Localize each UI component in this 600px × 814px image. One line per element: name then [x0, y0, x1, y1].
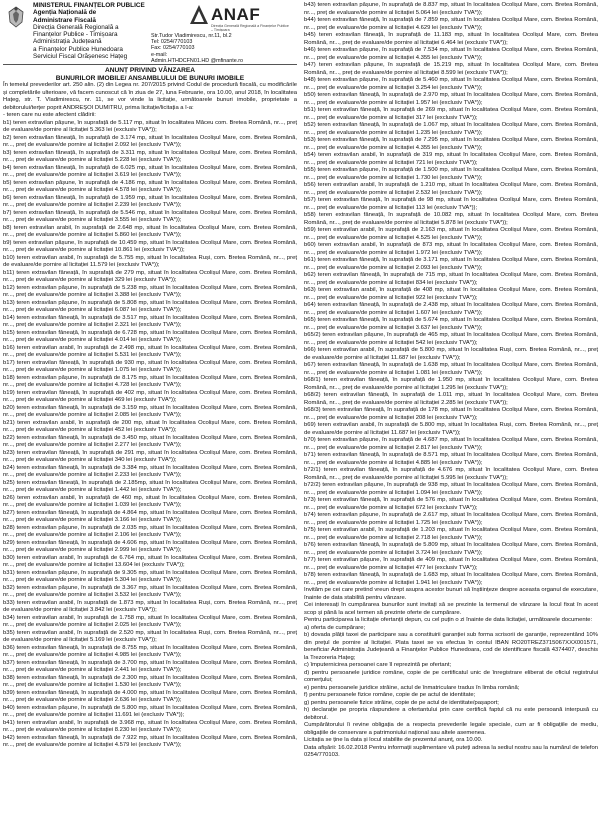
lot-item: b9) teren extravilan pășune, în suprafață de 10.459 mp, situat în localitatea Ocolișul Mare, com. Bretea Română, nr..., preț de evaluare/de pornire al licitației 10.861 lei (exclusiv TVA*)); [3, 239, 297, 254]
lot-item: b30) teren extravilan arabil, în suprafață de 6.764 mp, situat în localitatea Ocolișul Mare, com. Bretea Română, nr..., preț de evaluare/de pornire al licitației 13.604 lei (exclusiv TVA*)); [3, 554, 297, 569]
ministry-line: Finanțelor Publice - Timișoara [33, 31, 118, 39]
lot-item: b10) teren extravilan arabil, în suprafață de 5.755 mp, situat în localitatea Ruși, com. Bretea Română, nr..., preț de evaluare/de pornire al licitației 11.579 lei (exclusiv TVA*)); [3, 254, 297, 269]
lot-item: b4) teren extravilan fâneață, în suprafață de 6.025 mp, situat în localitatea Ocolișul Mare, com. Bretea Română, nr..., preț de evaluare/de pornire al licitației 3.619 lei (exclusiv TVA*)); [3, 164, 297, 179]
address-line: Tel: 0254/770103 [151, 39, 193, 46]
address-line: Str.Tudor Vladimirescu, nr.11, bl.2 [151, 33, 232, 39]
lot-item: b39) teren extravilan fâneață, în suprafață de 4.000 mp, situat în localitatea Ocolișul Mare, com. Bretea Română, nr..., preț de evaluare/de pornire al licitației 2.636 lei (exclusiv TVA*)); [3, 689, 297, 704]
ministry-line: a Finanțelor Publice Hunedoara [33, 45, 123, 53]
closing-paragraph: g) pentru persoanele fizice străine, copie de pe actul de identitate/pașaport; [304, 699, 499, 706]
lot-item: b67) teren extravilan fâneață, în suprafață de 1.638 mp, situat în localitatea Ocolișul Mare, com. Bretea Română, nr..., preț de evaluare/de pornire al licitației 1.081 lei (exclusiv TVA*)); [304, 362, 598, 376]
lot-item: b65/2) teren extravilan pășune, în suprafață de 465 mp, situat în localitatea Ocolișul Mare, com. Bretea Română, nr..., preț de evaluare/de pornire al licitației 542 lei (exclusiv TVA*)); [304, 332, 598, 346]
ministry-line: MINISTERUL FINANȚELOR PUBLICE [33, 2, 145, 9]
lot-item: b75) teren extravilan arabil, în suprafață de 1.203 mp, situat în localitatea Ocolișul Mare, com. Bretea Română, nr..., preț de evaluare/de pornire al licitației 2.718 lei (exclusiv TVA*)); [304, 527, 598, 541]
lot-item: b74) teren extravilan pășune, în suprafață de 2.617 mp, situat în localitatea Ocolișul Mare, com. Bretea Română, nr..., preț de evaluare/de pornire al licitației 1.725 lei (exclusiv TVA*)); [304, 512, 598, 526]
lot-item: b65) teren extravilan fâneață, în suprafață de 5.674 mp, situat în localitatea Ocolișul Mare, com. Bretea Română, nr..., preț de evaluare/de pornire al licitației 3.637 lei (exclusiv TVA*)); [304, 317, 598, 331]
closing-paragraph: h) declarație pe propria răspundere a ofertantului prin care certifică faptul că nu este persoană interpusă cu debitorul. [304, 707, 598, 721]
closing-section [304, 587, 598, 760]
closing-paragraph: Pentru participarea la licitație ofertanții depun, cu cel puțin o zi înainte de data licitației, următoarele documente: [304, 617, 593, 623]
lot-item: b20) teren extravilan fâneață, în suprafață de 3.159 mp, situat în localitatea Ocolișul Mare, com. Bretea Română, nr..., preț de evaluare/de pornire al licitației 2.085 lei (exclusiv TVA*)); [3, 404, 297, 419]
lot-item: b13) teren extravilan pășune, în suprafață de 5.808 mp, situat în localitatea Ocolișul Mare, com. Bretea Română, nr..., preț de evaluare/de pornire al licitației 6.087 lei (exclusiv TVA*)); [3, 299, 297, 314]
lot-item: b7) teren extravilan fâneață, în suprafață de 5.546 mp, situat în localitatea Ocolișul Mare, com. Bretea Română, nr..., preț de evaluare/de pornire al licitației 3.555 lei (exclusiv TVA*)); [3, 209, 297, 224]
lot-item: b28) teren extravilan pășune, în suprafață de 2.035 mp, situat în localitatea Ocolișul Mare, com. Bretea Română, nr..., preț de evaluare/de pornire al licitației 2.106 lei (exclusiv TVA*)); [3, 524, 297, 539]
lot-item: b25) teren extravilan fâneață, în suprafață de 2.185mp, situat în localitatea Ocolișul Mare, com. Bretea Română, nr..., preț de evaluare/de pornire al licitației 1.442 lei (exclusiv TVA*)); [3, 479, 297, 494]
lot-item: b59) teren extravilan arabil, în suprafață de 2.163 mp, situat în localitatea Ocolișul Mare, com. Bretea Română, nr..., preț de evaluare/de pornire al licitației 4.525 lei (exclusiv TVA*)); [304, 227, 598, 241]
lot-item: b32) teren extravilan pășune, în suprafață de 3.367 mp, situat în localitatea Ocolișul Mare, com. Bretea Română, nr..., preț de evaluare/de pornire al licitației 3.532 lei (exclusiv TVA*)); [3, 584, 297, 599]
lot-list-right [304, 2, 598, 587]
lot-item: b42) teren extravilan fâneață, în suprafață de 7.922 mp, situat în localitatea Ocolișul Mare, com. Bretea Română, nr..., preț de evaluare/de pornire al licitației 4.579 lei (exclusiv TVA*)); [3, 734, 297, 749]
lot-item: b72/1) teren extravilan fâneață, în suprafață de 4.676 mp, situat în localitatea Ocolișul Mare, com. Bretea Română, nr..., preț de evaluare/de pornire al licitației 5.995 lei (exclusiv TVA*)); [304, 467, 598, 481]
lot-item: b1) teren extravilan pășune, în suprafață de 5.117 mp, situat în localitatea Măceu com. Bretea Română, nr..., preț de evaluare/de pornire al licitației 5.363 lei (exclusiv TVA*)); [3, 119, 297, 134]
lot-item: b46) teren extravilan pășune, în suprafață de 7.534 mp, situat în localitatea Ocolișul Mare, com. Bretea Română, nr..., preț de evaluare/de pornire al licitației 4.355 lei (exclusiv TVA*)); [304, 47, 598, 61]
letterhead [3, 2, 297, 65]
closing-paragraph: c) împuternicirea persoanei care îl reprezintă pe ofertant; [304, 662, 452, 668]
lot-item: b6) teren extravilan fâneață, în suprafață de 1.959 mp, situat în localitatea Ocolișul Mare, com. Bretea Română, nr..., preț de evaluare/de pornire al licitației 2.239 lei (exclusiv TVA*)); [3, 194, 297, 209]
anaf-logo-text: ANAF [211, 5, 261, 24]
lot-item: b16) teren extravilan arabil, în suprafață de 2.498 mp, situat în localitatea Ocolișul Mare, com. Bretea Română, nr..., preț de evaluare/de pornire al licitației 5.531 lei (exclusiv TVA*)); [3, 344, 297, 359]
lot-item: b23) teren extravilan fâneață, în suprafață de 291 mp, situat în localitatea Ocolișul Mare, com. Bretea Română, nr..., preț de evaluare/de pornire al licitației 340 lei (exclusiv TVA*)); [3, 449, 297, 464]
closing-paragraph: a) oferta de cumpărare; [304, 624, 366, 631]
lot-item: b29) teren extravilan fâneață, în suprafață de 4.606 mp, situat în localitatea Ocolișul Mare, com. Bretea Română, nr..., preț de evaluare/de pornire al licitației 2.999 lei (exclusiv TVA*)); [3, 539, 297, 554]
lot-item: b14) teren extravilan fâneață, în suprafață de 3.517 mp, situat în localitatea Ocolișul Mare, com. Bretea Română, nr..., preț de evaluare/de pornire al licitației 2.321 lei (exclusiv TVA*)); [3, 314, 297, 329]
lot-item: b3) teren extravilan fâneață, în suprafață de 3.311 mp, situat în localitatea Ocolișul Mare, com. Bretea Română, nr..., preț de evaluare/de pornire al licitației 5.228 lei (exclusiv TVA*)); [3, 149, 297, 164]
intro-subheading: - teren care nu este afectent clădirii: [3, 112, 96, 119]
ministry-line: Administrația Județeană [33, 38, 102, 46]
lot-item: b58) teren extravilan fâneață, în suprafață de 10.082 mp, situat în localitatea Ocolișul Mare, com. Bretea Română, nr..., preț de evaluare/de pornire al licitației 5.878 lei (exclusiv TVA*)); [304, 212, 598, 226]
left-column [3, 2, 297, 812]
lot-item: b26) teren extravilan arabil, în suprafață de 460 mp, situat în localitatea Ocolișul Mare, com. Bretea Română, nr..., preț de evaluare/de pornire al licitației 1.039 lei (exclusiv TVA*)); [3, 494, 297, 509]
closing-paragraph: Data afișării: 16.02.2018 Pentru informații suplimentare vă puteți adresa la sediul nostru sau la numărul de telefon 0254/770103. [304, 744, 598, 758]
lot-item: b24) teren extravilan fâneață, în suprafață de 3.384 mp, situat în localitatea Ocolișul Mare, com. Bretea Română, nr..., preț de evaluare/de pornire al licitației 2.233 lei (exclusiv TVA*)); [3, 464, 297, 479]
lot-item: b61) teren extravilan fâneață, în suprafață de 3.171 mp, situat în localitatea Ocolișul Mare, com. Bretea Română, nr..., preț de evaluare/de pornire al licitației 2.093 lei (exclusiv TVA*)); [304, 257, 598, 271]
right-column [304, 2, 598, 812]
lot-item: b51) teren extravilan fâneață, în suprafață de 269 mp, situat în localitatea Ocolișul Mare, com. Bretea Română, nr..., preț de evaluare/de pornire al licitației 317 lei (exclusiv TVA*)); [304, 107, 598, 121]
lot-item: b54) teren extravilan arabil, în suprafață de 319 mp, situat în localitatea Ocolișul Mare, com. Bretea Română, nr..., preț de evaluare/de pornire al licitației 721 lei (exclusiv TVA*)); [304, 152, 598, 166]
lot-item: b70) teren extravilan pășune, în suprafață de 4.687 mp, situat în localitatea Ocolișul Mare, com. Bretea Română, nr..., preț de evaluare/de pornire al licitației 2.817 lei (exclusiv TVA*)); [304, 437, 598, 451]
notice-body-right [304, 2, 598, 760]
lot-item: b77) teren extravilan pășune, în suprafață de 409 mp, situat în localitatea Ocolișul Mare, com. Bretea Română, nr..., preț de evaluare/de pornire al licitației 477 lei (exclusiv TVA*)); [304, 557, 598, 571]
ministry-line: Administrare Fiscală [33, 16, 96, 24]
address-line: e-mail: [151, 51, 168, 58]
lot-item: b68/1) teren extravilan fâneață, în suprafață de 1.950 mp, situat în localitatea Ocolișul Mare, com. Bretea Română, nr..., preț de evaluare/de pornire al licitației 1.295 lei (exclusiv TVA*)); [304, 377, 598, 391]
lot-item: b40) teren extravilan pășune, în suprafață de 5.800 mp, situat în localitatea Ocolișul Mare, com. Bretea Română, nr..., preț de evaluare/de pornire al licitației 11.691 lei (exclusiv TVA*)); [3, 704, 297, 719]
closing-paragraph: Cei interesați în cumpărarea bunurilor sunt invitați să se prezinte la termenul de vânzare la locul fixat în acest scop și până la acel termen să prezinte oferte de cumpărare. [304, 602, 598, 616]
lot-item: b71) teren extravilan fâneață, în suprafață de 8.571 mp, situat în localitatea Ocolișul Mare, com. Bretea Română, nr..., preț de evaluare/de pornire al licitației 4.885 lei (exclusiv TVA*)); [304, 452, 598, 466]
address-line: Fax: 0254/770103 [151, 45, 195, 52]
anaf-subtitle: Direcția Generală Regională a Finanțelor Publice – Timișoara [211, 24, 289, 33]
lot-item: b73) teren extravilan fâneață, în suprafață de 576 mp, situat în localitatea Ocolișul Mare, com. Bretea Română, nr..., preț de evaluare/de pornire al licitației 672 lei (exclusiv TVA*)); [304, 497, 598, 511]
lot-item: b31) teren extravilan pășune, în suprafață de 9.305 mp, situat în localitatea Ocolișul Mare, com. Bretea Română, nr..., preț de evaluare/de pornire al licitației 5.304 lei (exclusiv TVA*)); [3, 569, 297, 584]
lot-item: b2) teren extravilan fâneață, în suprafață de 3.174 mp, situat în localitatea Ocolișul Mare, com. Bretea Română, nr..., preț de evaluare/de pornire al licitației 2.092 lei (exclusiv TVA*)); [3, 134, 297, 149]
lot-item: b33) teren extravilan arabil, în suprafață de 1.873 mp, situat în localitatea Ruși, com. Bretea Română, nr..., preț de evaluare/de pornire al licitației 3.842 lei (exclusiv TVA*)); [3, 599, 297, 614]
lot-item: b66) teren extravilan arabil, în suprafață de 5.800 mp, situat în localitatea Ruși, com. Bretea Română, nr..., preț de evaluare/de pornire al licitației 11.687 lei (exclusiv TVA*)); [304, 347, 598, 361]
lot-item: b38) teren extravilan fâneață, în suprafață de 2.300 mp, situat în localitatea Ocolișul Mare, com. Bretea Română, nr..., preț de evaluare/de pornire al licitației 1.530 lei (exclusiv TVA*)); [3, 674, 297, 689]
lot-item: b68/2) teren extravilan fâneață, în suprafață de 1.011 mp, situat în localitatea Ocolișul Mare, com. Bretea Română, nr..., preț de evaluare/de pornire al licitației 2.285 lei (exclusiv TVA*)); [304, 392, 598, 406]
address-line: Admin.HTHDCFN01.HD @mfinante.ro [151, 57, 244, 64]
lot-item: b53) teren extravilan fâneață, în suprafață de 7.295 mp, situat în localitatea Ocolișul Mare, com. Bretea Română, nr..., preț de evaluare/de pornire al licitației 4.355 lei (exclusiv TVA*)); [304, 137, 598, 151]
ministry-line: Agenția Națională de [33, 9, 97, 17]
ministry-line: Serviciul Fiscal Orășenesc Hațeg [33, 53, 128, 61]
lot-item: b48) teren extravilan pășune, în suprafață de 5.460 mp, situat în localitatea Ocolișul Mare, com. Bretea Română, nr..., preț de evaluare/de pornire al licitației 3.254 lei (exclusiv TVA*)); [304, 77, 598, 91]
title-line: ANUNȚ PRIVIND VÂNZAREA [104, 67, 196, 74]
lot-item: b8) teren extravilan arabil, în suprafață de 2.648 mp, situat în localitatea Ocolișul Mare, com. Bretea Română, nr..., preț de evaluare/de pornire al licitației 5.860 lei (exclusiv TVA*)); [3, 224, 297, 239]
closing-paragraph: Cumpărătorului îi revine obligația de a respecta prevederile legale speciale, cum ar fi obligațiile de mediu, obligațiile de conservare a patrimoniului național sau altele asemenea. [304, 722, 598, 736]
lot-item: b15) teren extravilan fâneață, în suprafață de 6.728 mp, situat în localitatea Ocolișul Mare, com. Bretea Română, nr..., preț de evaluare/de pornire al licitației 4.014 lei (exclusiv TVA*)); [3, 329, 297, 344]
closing-paragraph: Licitația se ține la data și locul stabilite de prezentul anunț, ora 10.00. [304, 737, 483, 743]
notice-body-left [3, 82, 297, 750]
lot-item: b55) teren extravilan pășune, în suprafață de 1.500 mp, situat în localitatea Ocolișul Mare, com. Bretea Română, nr..., preț de evaluare/de pornire al licitației 1.730 lei (exclusiv TVA*)); [304, 167, 598, 181]
lot-item: b17) teren extravilan fâneață, în suprafață de 930 mp, situat în localitatea Ocolișul Mare, com. Bretea Română, nr..., preț de evaluare/de pornire al licitației 1.075 lei (exclusiv TVA*)); [3, 359, 297, 374]
lot-item: b21) teren extravilan arabil, în suprafață de 200 mp, situat în localitatea Ocolișul Mare, com. Bretea Română, nr..., preț de evaluare/de pornire al licitației 452 lei (exclusiv TVA*)); [3, 419, 297, 434]
closing-paragraph: Invităm pe cei care pretind vreun drept asupra acestor bunuri să înștiințeze despre aceasta organul de executare, înainte de data stabilită pentru vânzare. [304, 587, 598, 601]
romania-crest-icon [3, 4, 29, 30]
address-block [151, 33, 297, 64]
lot-item: b56) teren extravilan arabil, în suprafață de 1.210 mp, situat în localitatea Ocolișul Mare, com. Bretea Română, nr..., preț de evaluare/de pornire al licitației 2.532 lei (exclusiv TVA*)); [304, 182, 598, 196]
lot-list-left [3, 120, 297, 750]
lot-item: b68/3) teren extravilan fâneață, în suprafață de 178 mp, situat în localitatea Ocolișul Mare, com. Bretea Română, nr..., preț de evaluare/de pornire al licitației 208 lei (exclusiv TVA*)); [304, 407, 598, 421]
closing-paragraph: b) dovada plății taxei de participare sau a constituirii garanției sub forma scrisorii de garanție, reprezentând 10% din prețul de pornire al licitației. Plata taxei se va efectua în contul IBAN RO20TREZ3715067XXX001571, beneficiar Administrația Județeană a Finanțelor Publice Hunedoara, cod de identificare fiscală 4374407, deschis la Trezoreria Hațeg; [304, 632, 598, 661]
anaf-logo-icon [189, 4, 209, 26]
lot-item: b36) teren extravilan fâneață, în suprafață de 8.755 mp, situat în localitatea Ocolișul Mare, com. Bretea Română, nr..., preț de evaluare/de pornire al licitației 4.985 lei (exclusiv TVA*)); [3, 644, 297, 659]
lot-item: b63) teren extravilan arabil, în suprafață de 408 mp, situat în localitatea Ocolișul Mare, com. Bretea Română, nr..., preț de evaluare/de pornire al licitației 922 lei (exclusiv TVA*)); [304, 287, 598, 301]
lot-item: b41) teren extravilan arabil, în suprafață de 3.968 mp, situat în localitatea Ocolișul Mare, com. Bretea Română, nr..., preț de evaluare/de pornire al licitației 8.230 lei (exclusiv TVA*)); [3, 719, 297, 734]
lot-item: b34) teren extravilan arabil, în suprafață de 1.758 mp, situat în localitatea Ocolișul Mare, com. Bretea Română, nr..., preț de evaluare/de pornire al licitației 2.025 lei (exclusiv TVA*)); [3, 614, 297, 629]
lot-item: b43) teren extravilan pășune, în suprafață de 8.837 mp, situat în localitatea Ocolișul Mare, com. Bretea Română, nr..., preț de evaluare/de pornire al licitației 5.064 lei (exclusiv TVA*)); [304, 2, 598, 16]
lot-item: b78) teren extravilan fâneață, în suprafață de 1.683 mp, situat în localitatea Ocolișul Mare, com. Bretea Română, nr..., preț de evaluare/de pornire al licitației 1.941 lei (exclusiv TVA*)); [304, 572, 598, 586]
title-line: BUNURILOR IMOBILE/ ANSAMBLULUI DE BUNURI IMOBILE [55, 74, 245, 82]
lot-item: b57) teren extravilan fâneață, în suprafață de 98 mp, situat în localitatea Ocolișul Mare, com. Bretea Română, nr..., preț de evaluare/de pornire al licitației 113 lei (exclusiv TVA*)); [304, 197, 598, 211]
lot-item: b18) teren extravilan pășune, în suprafață de 8.175 mp, situat în localitatea Ocolișul Mare, com. Bretea Română, nr..., preț de evaluare/de pornire al licitației 4.728 lei (exclusiv TVA*)); [3, 374, 297, 389]
closing-paragraph: d) pentru persoanele juridice române, copie de pe certificatul unic de înregistrare eliberat de oficiul registrului comerțului; [304, 669, 598, 683]
intro-paragraph: În temeiul prevederilor art. 250 alin. (2) din Legea nr. 207/2015 privind Codul de procedură fiscală, cu modificările și completările ulterioare, vă facem cunoscut că în ziua de 27, luna Februarie, ora 10.00, anul 2018, în localitatea Hațeg, str. T. Vladimirescu, nr. 11, se vor vinde la licitație, următoarele bunuri imobile, proprietate a debitorului/terțer poprit ANDREȘOI DUMITRU, prima licitație/licitația a I-a: [3, 82, 297, 111]
closing-paragraph: f) pentru persoanele fizice române, copie de pe actul de identitate; [304, 692, 476, 698]
lot-item: b76) teren extravilan fâneață, în suprafață de 5.809 mp, situat în localitatea Ocolișul Mare, com. Bretea Română, nr..., preț de evaluare/de pornire al licitației 3.724 lei (exclusiv TVA*)); [304, 542, 598, 556]
lot-item: b27) teren extravilan fâneață, în suprafață de 4.864 mp, situat în localitatea Ocolișul Mare, com. Bretea Română, nr..., preț de evaluare/de pornire al licitației 3.166 lei (exclusiv TVA*)); [3, 509, 297, 524]
lot-item: b22) teren extravilan fâneață, în suprafață de 3.450 mp, situat în localitatea Ocolișul Mare, com. Bretea Română, nr..., preț de evaluare/de pornire al licitației 2.277 lei (exclusiv TVA*)); [3, 434, 297, 449]
lot-item: b35) teren extravilan arabil, în suprafață de 2.520 mp, situat în localitatea Ruși, com. Bretea Română, nr..., preț de evaluare/de pornire al licitației 5.169 lei (exclusiv TVA*)); [3, 629, 297, 644]
lot-item: b60) teren extravilan arabil, în suprafață de 873 mp, situat în localitatea Ocolișul Mare, com. Bretea Română, nr..., preț de evaluare/de pornire al licitației 1.972 lei (exclusiv TVA*)); [304, 242, 598, 256]
lot-item: b5) teren extravilan pășune, în suprafață de 4.186 mp, situat în localitatea Ocolișul Mare, com. Bretea Română, nr..., preț de evaluare/de pornire al licitației 4.578 lei (exclusiv TVA*)); [3, 179, 297, 194]
lot-item: b64) teren extravilan fâneață, în suprafață de 2.438 mp, situat în localitatea Ocolișul Mare, com. Bretea Română, nr..., preț de evaluare/de pornire al licitației 1.607 lei (exclusiv TVA*)); [304, 302, 598, 316]
lot-item: b12) teren extravilan pășune, în suprafață de 5.238 mp, situat în localitatea Ocolișul Mare, com. Bretea Română, nr..., preț de evaluare/de pornire al licitației 3.388 lei (exclusiv TVA*)); [3, 284, 297, 299]
notice-title [3, 67, 297, 82]
lot-item: b37) teren extravilan fâneață, în suprafață de 3.700 mp, situat în localitatea Ocolișul Mare, com. Bretea Română, nr..., preț de evaluare/de pornire al licitației 2.441 lei (exclusiv TVA*)); [3, 659, 297, 674]
lot-item: b11) teren extravilan fâneață, în suprafață de 279 mp, situat în localitatea Ocolișul Mare, com. Bretea Română, nr..., preț de evaluare/de pornire al licitației 329 lei (exclusiv TVA*)); [3, 269, 297, 284]
lot-item: b69) teren extravilan arabil, în suprafață de 5.800 mp, situat în localitatea Ruși, com. Bretea Română, nr..., preț de evaluare/de pornire al licitației 11.687 lei (exclusiv TVA*)); [304, 422, 598, 436]
closing-paragraph: e) pentru persoanele juridice străine, actul de înmatriculare tradus în limba română; [304, 684, 520, 691]
ministry-line: Direcția Generală Regională a [33, 23, 119, 31]
lot-item: b50) teren extravilan fâneață, în suprafață de 2.970 mp, situat în localitatea Ocolișul Mare, com. Bretea Română, nr..., preț de evaluare/de pornire al licitației 1.957 lei (exclusiv TVA*)); [304, 92, 598, 106]
lot-item: b47) teren extravilan pășune, în suprafață de 15.219 mp, situat în localitatea Ocolișul Mare, com. Bretea Română, nr..., preț de evaluare/de pornire al licitației 8.599 lei (exclusiv TVA*)); [304, 62, 598, 76]
lot-item: b45) teren extravilan fâneață, în suprafață de 11.183 mp, situat în localitatea Ocolișul Mare, com. Bretea Română, nr..., preț de evaluare/de pornire al licitației 6.464 lei (exclusiv TVA*)); [304, 32, 598, 46]
lot-item: b72/2) teren extravilan pășune, în suprafață de 938 mp, situat în localitatea Ocolișul Mare, com. Bretea Română, nr..., preț de evaluare/de pornire al licitației 1.094 lei (exclusiv TVA*)); [304, 482, 598, 496]
lot-item: b19) teren extravilan fâneață, în suprafață de 402 mp, situat în localitatea Ocolișul Mare, com. Bretea Română, nr..., preț de evaluare/de pornire al licitației 469 lei (exclusiv TVA*)); [3, 389, 297, 404]
lot-item: b52) teren extravilan fâneață, în suprafață de 1.067 mp, situat în localitatea Ocolișul Mare, com. Bretea Română, nr..., preț de evaluare/de pornire al licitației 1.235 lei (exclusiv TVA*)); [304, 122, 598, 136]
lot-item: b44) teren extravilan fâneață, în suprafață de 7.859 mp, situat în localitatea Ocolișul Mare, com. Bretea Română, nr..., preț de evaluare/de pornire al licitației 4.629 lei (exclusiv TVA*)); [304, 17, 598, 31]
lot-item: b62) teren extravilan fâneață, în suprafață de 715 mp, situat în localitatea Ocolișul Mare, com. Bretea Română, nr..., preț de evaluare/de pornire al licitației 834 lei (exclusiv TVA*)); [304, 272, 598, 286]
